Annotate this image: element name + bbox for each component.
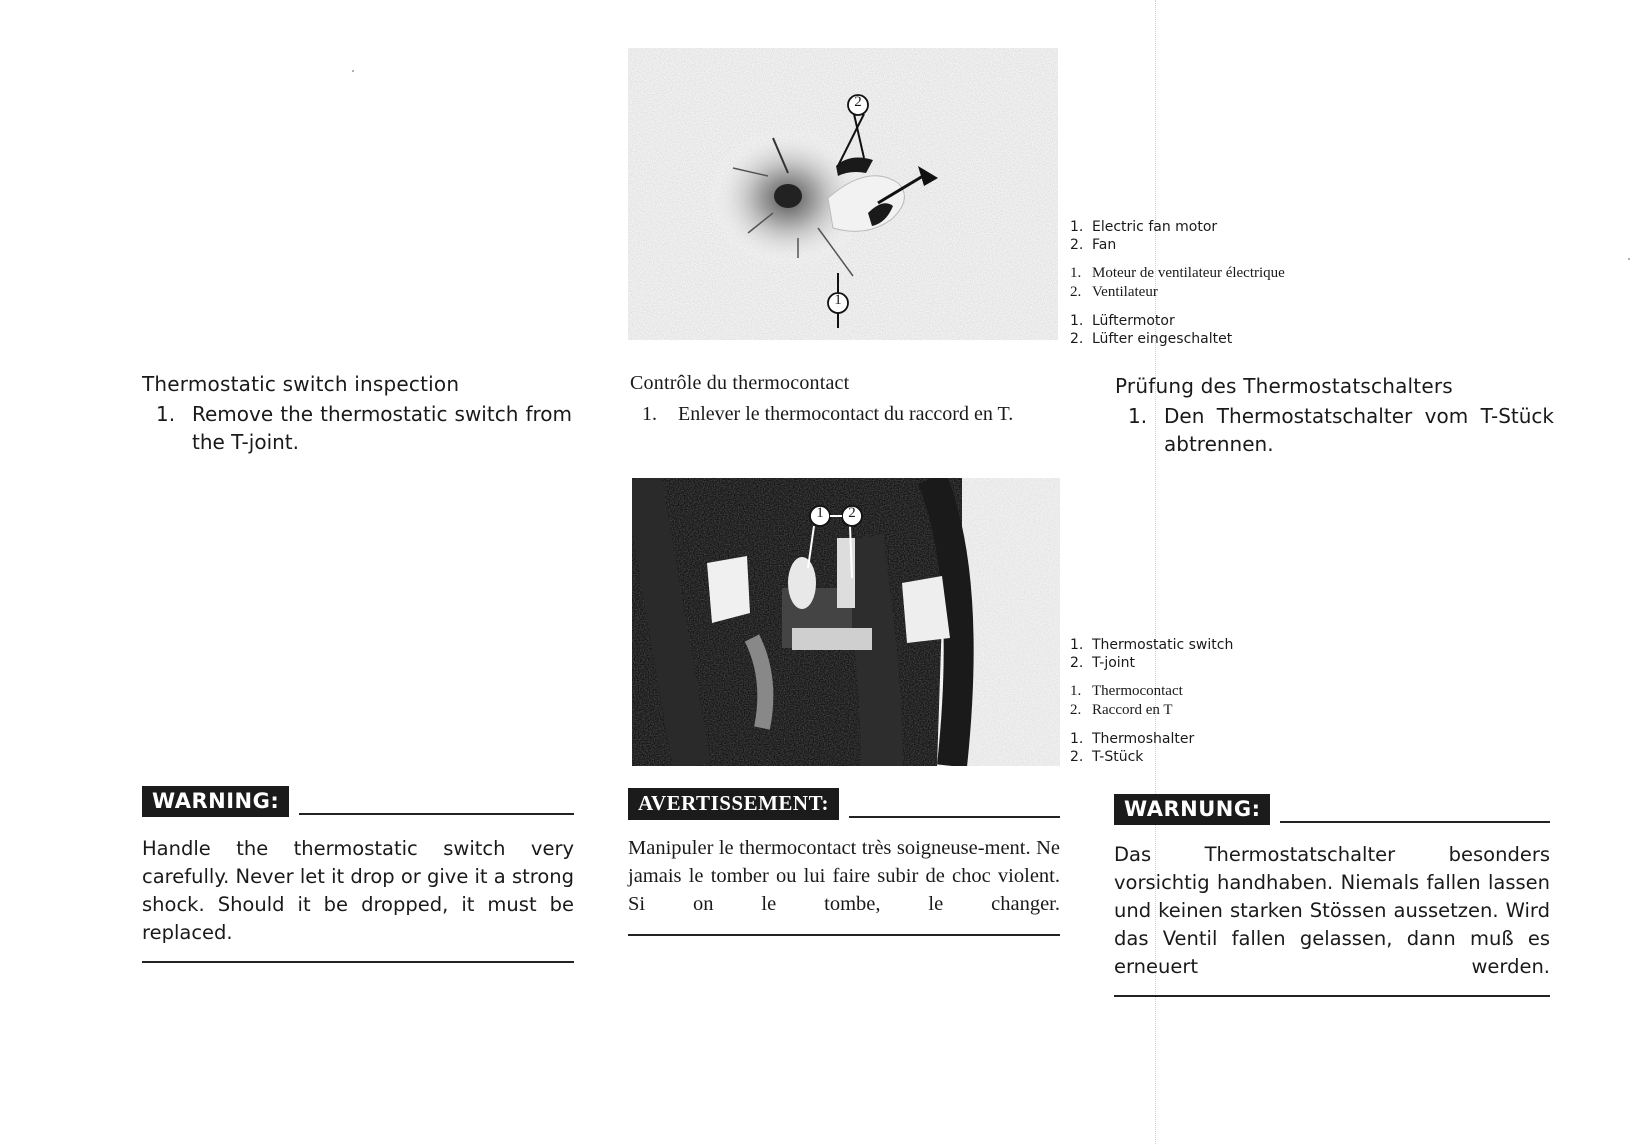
warning-text: Das Thermostatschalter besonders vorsichtig handhaben. Niemals fallen lassen und keinen starken Stössen aussetzen. Wird das Ventil fallen gelassen, dann muß es erneuert werden. bbox=[1114, 843, 1550, 978]
legend-item: Lüfter eingeschaltet bbox=[1092, 331, 1233, 347]
warning-header bbox=[1114, 794, 1550, 825]
legend-item: Lüftermotor bbox=[1092, 313, 1175, 329]
legend-number: 1. bbox=[1070, 637, 1084, 653]
switch-legend-english bbox=[1070, 636, 1233, 672]
legend-item: Raccord en T bbox=[1092, 702, 1173, 718]
legend-item: T-Stück bbox=[1092, 749, 1144, 765]
switch-legend-german bbox=[1070, 730, 1233, 766]
warning-bottom-rule bbox=[628, 934, 1060, 936]
switch-legend-french bbox=[1070, 682, 1233, 720]
fan-legend-english bbox=[1070, 218, 1285, 254]
fan-photo bbox=[628, 48, 1058, 340]
step-text: Remove the thermostatic switch from the T-joint. bbox=[192, 402, 572, 454]
french-warning bbox=[628, 788, 1060, 936]
legend-number: 2. bbox=[1070, 749, 1084, 765]
switch-callout-1: 1 bbox=[816, 505, 824, 521]
legend-number: 1. bbox=[1070, 313, 1084, 329]
fan-legend bbox=[1070, 218, 1285, 356]
warning-badge: AVERTISSEMENT: bbox=[628, 788, 839, 820]
legend-item: Ventilateur bbox=[1092, 284, 1158, 300]
legend-item: T-joint bbox=[1092, 655, 1136, 671]
legend-item: Electric fan motor bbox=[1092, 219, 1218, 235]
legend-number: 2. bbox=[1070, 237, 1084, 253]
fan-callout-2: 2 bbox=[854, 94, 862, 110]
legend-number: 2. bbox=[1070, 331, 1084, 347]
legend-number: 2. bbox=[1070, 655, 1084, 671]
english-step-1 bbox=[156, 400, 576, 456]
warning-header bbox=[142, 786, 574, 817]
fan-legend-german bbox=[1070, 312, 1285, 348]
english-section-title: Thermostatic switch inspection bbox=[142, 372, 460, 396]
legend-number: 1. bbox=[1070, 265, 1082, 281]
step-number: 1. bbox=[1128, 404, 1148, 428]
step-number: 1. bbox=[642, 403, 657, 425]
legend-item: Thermoshalter bbox=[1092, 731, 1195, 747]
warning-bottom-rule bbox=[1114, 995, 1550, 997]
legend-item: Fan bbox=[1092, 237, 1117, 253]
french-section-title: Contrôle du thermocontact bbox=[630, 372, 850, 394]
english-warning bbox=[142, 786, 574, 963]
warning-text: Handle the thermostatic switch very carefully. Never let it drop or give it a strong shock. Should it be dropped, it must be replaced. bbox=[142, 837, 574, 944]
legend-item: Thermostatic switch bbox=[1092, 637, 1234, 653]
legend-number: 1. bbox=[1070, 219, 1084, 235]
german-warning bbox=[1114, 794, 1550, 997]
french-step-1 bbox=[642, 400, 1062, 428]
legend-item: Thermocontact bbox=[1092, 683, 1183, 699]
german-step-1 bbox=[1128, 402, 1558, 458]
warning-header-rule bbox=[1280, 821, 1550, 823]
warning-bottom-rule bbox=[142, 961, 574, 963]
german-section-title: Prüfung des Thermostatschalters bbox=[1115, 374, 1453, 398]
warning-badge: WARNUNG: bbox=[1114, 794, 1270, 825]
scan-speck bbox=[352, 70, 354, 72]
step-text: Enlever le thermocontact du raccord en T. bbox=[678, 403, 1014, 425]
switch-legend bbox=[1070, 636, 1233, 774]
fan-legend-french bbox=[1070, 264, 1285, 302]
legend-number: 1. bbox=[1070, 731, 1084, 747]
step-number: 1. bbox=[156, 402, 176, 426]
legend-number: 1. bbox=[1070, 683, 1082, 699]
thermostatic-switch-photo bbox=[632, 478, 1060, 766]
warning-header-rule bbox=[849, 816, 1060, 818]
fan-callout-1: 1 bbox=[834, 292, 842, 308]
switch-callout-2: 2 bbox=[848, 505, 856, 521]
legend-item: Moteur de ventilateur électrique bbox=[1092, 265, 1285, 281]
warning-header-rule bbox=[299, 813, 574, 815]
warning-text: Manipuler le thermocontact très soigneuse-ment. Ne jamais le tomber ou lui faire subir de choc violent. Si on le tombe, le changer. bbox=[628, 837, 1060, 915]
step-text: Den Thermostatschalter vom T-Stück abtrennen. bbox=[1164, 404, 1554, 456]
legend-number: 2. bbox=[1070, 284, 1082, 300]
warning-header bbox=[628, 788, 1060, 820]
warning-badge: WARNING: bbox=[142, 786, 289, 817]
scan-speck bbox=[1628, 258, 1630, 260]
legend-number: 2. bbox=[1070, 702, 1082, 718]
